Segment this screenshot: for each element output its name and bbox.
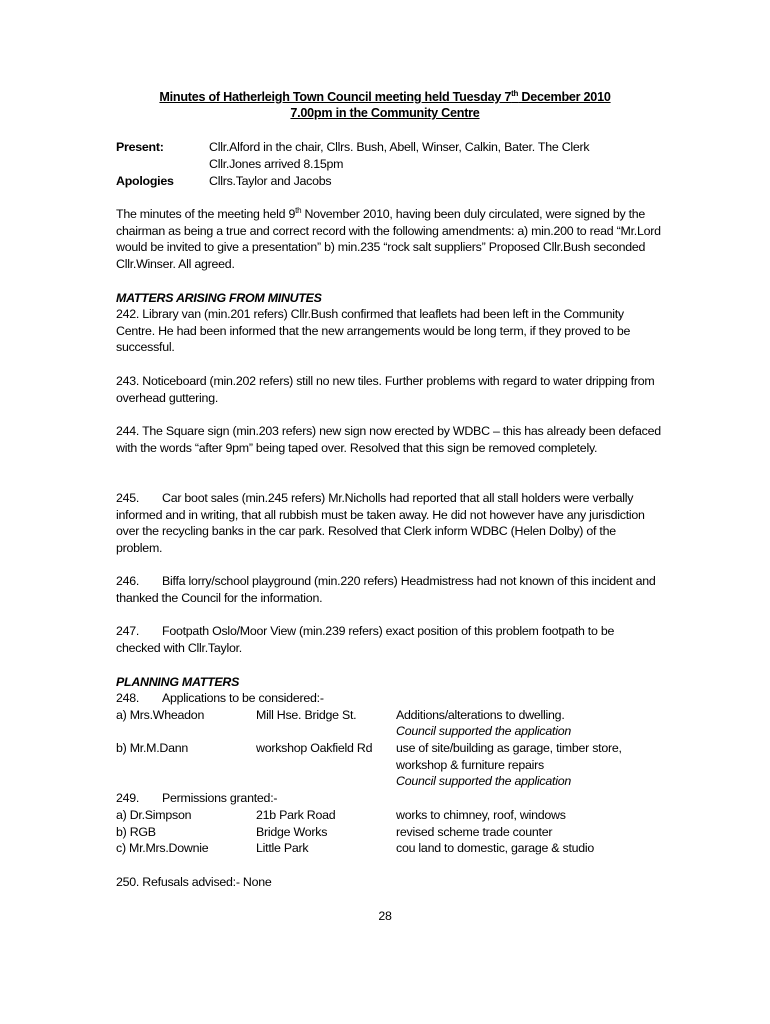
application-row-a-desc: Additions/alterations to dwelling.: [396, 708, 565, 722]
apologies-label: Apologies: [116, 174, 174, 188]
minutes-approval-paragraph: The minutes of the meeting held 9th November 2010, having been duly circulated, were signed by the chairman as being a true and correct record with the following amendments: a) min.200 to read “Mr.Lord would be invited to give a presentation” b) min.235 “rock salt suppliers” Proposed Cllr.Bush seconded Cllr.Winser. All agreed.: [116, 205, 661, 272]
permission-row-b-location: Bridge Works: [256, 825, 328, 839]
item-242: 242. Library van (min.201 refers) Cllr.Bush confirmed that leaflets had been left in the Community Centre. He had been informed that the new arrangements would be long term, if they proved to be successful.: [116, 307, 631, 355]
apologies-text: Cllrs.Taylor and Jacobs: [209, 174, 332, 188]
page-title: Minutes of Hatherleigh Town Council meeting held Tuesday 7th December 2010: [159, 88, 611, 104]
present-text-line1: Cllr.Alford in the chair, Cllrs. Bush, Abell, Winser, Calkin, Bater. The Clerk: [209, 140, 590, 154]
present-text-line2: Cllr.Jones arrived 8.15pm: [209, 157, 344, 171]
item-247: 247. Footpath Oslo/Moor View (min.239 refers) exact position of this problem footpath to be checked with Cllr.Taylor.: [116, 624, 615, 655]
item-246: 246. Biffa lorry/school playground (min.220 refers) Headmistress had not known of this incident and thanked the Council for the information.: [116, 574, 656, 605]
permission-row-c-desc: cou land to domestic, garage & studio: [396, 841, 595, 855]
item-244: 244. The Square sign (min.203 refers) new sign now erected by WDBC – this has already been defaced with the words “after 9pm” being taped over. Resolved that this sign be removed completely.: [116, 424, 661, 455]
permission-row-c-location: Little Park: [256, 841, 309, 855]
permission-row-c-ref: c) Mr.Mrs.Downie: [116, 841, 209, 855]
item-248: 248. Applications to be considered:-: [116, 691, 324, 705]
application-row-b-note: Council supported the application: [396, 774, 571, 788]
item-245-number: 245.: [116, 491, 140, 505]
application-row-b-desc2: workshop & furniture repairs: [396, 758, 544, 772]
page-subtitle: 7.00pm in the Community Centre: [290, 106, 480, 120]
application-row-b-desc: use of site/building as garage, timber store,: [396, 741, 622, 755]
application-row-a-ref: a) Mrs.Wheadon: [116, 708, 205, 722]
permission-row-b-desc: revised scheme trade counter: [396, 825, 553, 839]
item-243: 243. Noticeboard (min.202 refers) still no new tiles. Further problems with regard to water dripping from overhead guttering.: [116, 374, 655, 405]
matters-arising-heading: MATTERS ARISING FROM MINUTES: [116, 291, 322, 305]
permission-row-a-ref: a) Dr.Simpson: [116, 808, 192, 822]
page-number: 28: [378, 909, 392, 923]
application-row-b-ref: b) Mr.M.Dann: [116, 741, 189, 755]
item-246-number: 246.: [116, 574, 140, 588]
application-row-b-location: workshop Oakfield Rd: [256, 741, 373, 755]
item-250: 250. Refusals advised:- None: [116, 875, 272, 889]
item-247-number: 247.: [116, 624, 140, 638]
permission-row-a-desc: works to chimney, roof, windows: [396, 808, 566, 822]
item-249: 249. Permissions granted:-: [116, 791, 278, 805]
permission-row-a-location: 21b Park Road: [256, 808, 336, 822]
planning-matters-heading: PLANNING MATTERS: [116, 675, 240, 689]
application-row-a-note: Council supported the application: [396, 724, 571, 738]
item-245: 245. Car boot sales (min.245 refers) Mr.Nicholls had reported that all stall holders were verbally informed and in writing, that all rubbish must be taken away. He did not however have any jurisdiction over the recycling banks in the car park. Resolved that Clerk inform WDBC (Helen Dolby) of the problem.: [116, 491, 645, 556]
permission-row-b-ref: b) RGB: [116, 825, 156, 839]
present-label: Present:: [116, 140, 164, 154]
application-row-a-location: Mill Hse. Bridge St.: [256, 708, 357, 722]
